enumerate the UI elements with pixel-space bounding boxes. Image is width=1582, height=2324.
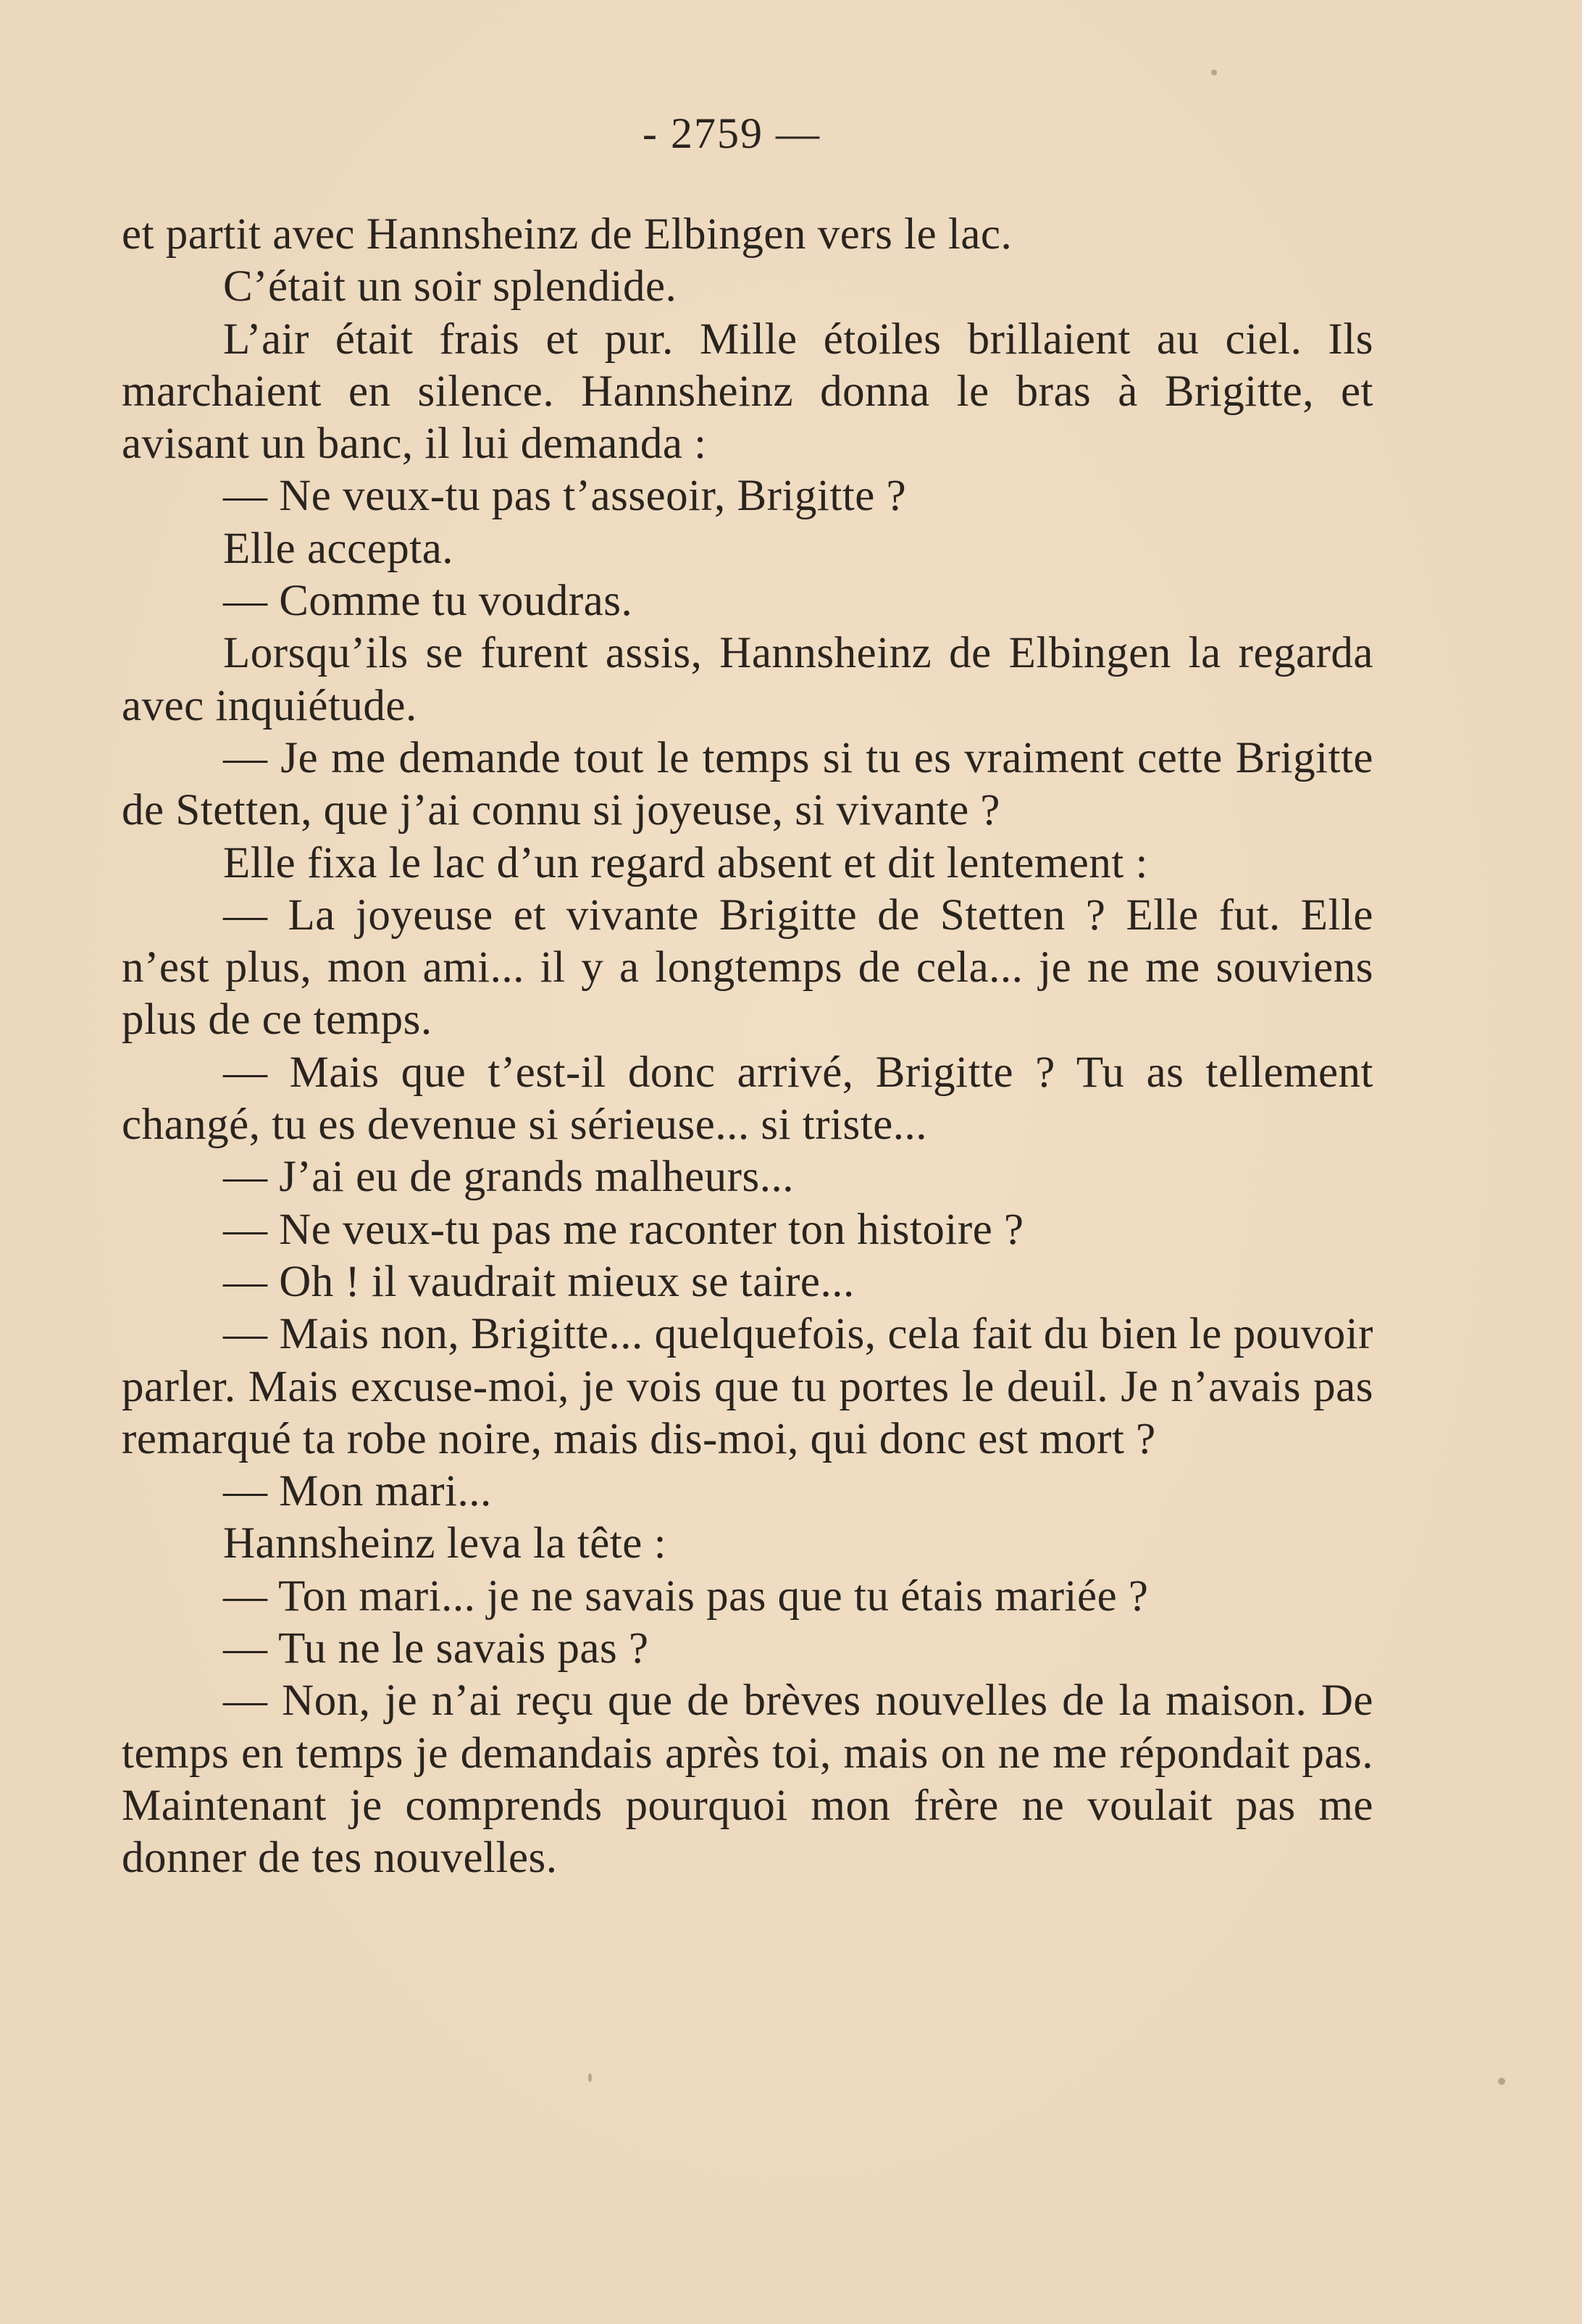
page-number: - 2759 — [643,109,821,157]
paragraph: et partit avec Hannsheinz de Elbingen vers le lac. [122,210,1013,259]
paragraph: — Je me demande tout le temps si tu es vraiment cette Brigitte de Stetten, que j’ai connu si joyeuse, si vivante ? [122,733,1373,835]
paragraph: — Oh ! il vaudrait mieux se taire... [223,1257,855,1306]
paragraph: — Mais non, Brigitte... quelquefois, cela fait du bien le pouvoir parler. Mais excuse-moi, je vois que tu portes le deuil. Je n’avais pas remarqué ta robe noire, mais dis-moi, qui donc est mort ? [122,1310,1373,1463]
paragraph: Elle fixa le lac d’un regard absent et dit lentement : [223,838,1148,887]
paragraph: — Ne veux-tu pas me raconter ton histoire ? [223,1205,1024,1254]
paragraph: Lorsqu’ils se furent assis, Hannsheinz de Elbingen la regarda avec inquiétude. [122,629,1373,730]
paragraph: — Comme tu voudras. [223,577,633,626]
paragraph: — Tu ne le savais pas ? [223,1624,649,1673]
paragraph: C’était un soir splendide. [223,262,677,312]
paper-speck [1211,70,1217,75]
paragraph: — Ton mari... je ne savais pas que tu étais mariée ? [223,1571,1149,1621]
paragraph: Elle accepta. [223,524,454,573]
paragraph: — La joyeuse et vivante Brigitte de Stetten ? Elle fut. Elle n’est plus, mon ami... il y a longtemps de cela... je ne me souviens plus de ce temps. [122,890,1373,1045]
paragraph: — Mais que t’est-il donc arrivé, Brigitte ? Tu as tellement changé, tu es devenue si sérieuse... si triste... [122,1048,1373,1150]
paragraph: — Non, je n’ai reçu que de brèves nouvelles de la maison. De temps en temps je demandais après toi, mais on ne me répondait pas. Maintenant je comprends pourquoi mon frère ne voulait pas me donner de tes nouvelles. [122,1676,1373,1883]
paragraph: — Ne veux-tu pas t’asseoir, Brigitte ? [223,472,907,521]
paper-speck [1498,2078,1505,2085]
body-text [122,209,1373,1885]
paragraph: — J’ai eu de grands malheurs... [223,1153,794,1202]
paragraph: — Mon mari... [223,1467,492,1516]
paragraph: Hannsheinz leva la tête : [223,1519,667,1568]
paragraph: L’air était frais et pur. Mille étoiles brillaient au ciel. Ils marchaient en silence. Hannsheinz donna le bras à Brigitte, et avisant un banc, il lui demanda : [122,314,1373,469]
paper-speck [588,2073,592,2082]
